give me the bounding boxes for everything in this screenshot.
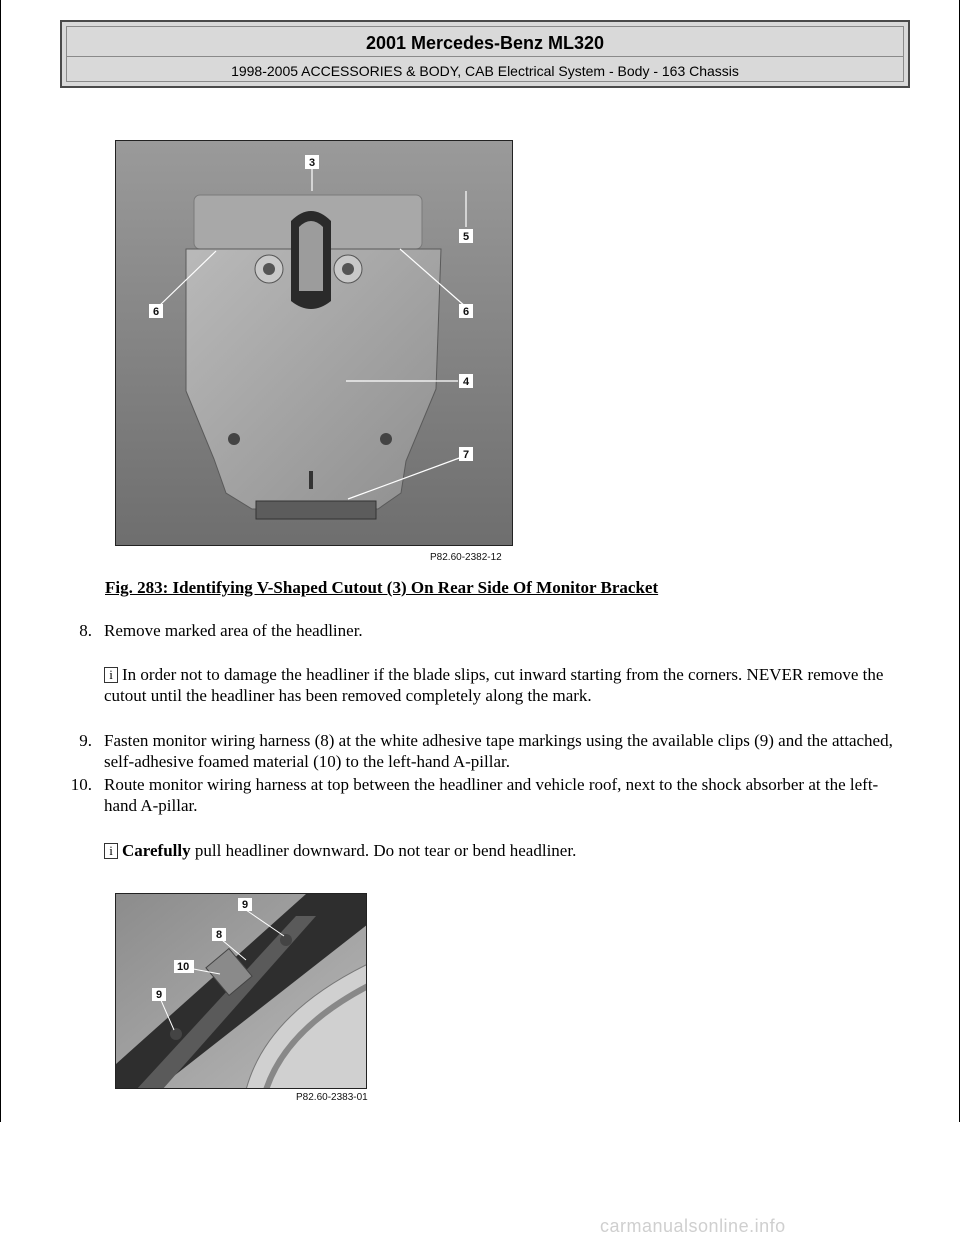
- header-divider: [67, 56, 903, 57]
- callout-6-right: 6: [463, 306, 470, 318]
- note-emphasis: Carefully: [122, 841, 191, 860]
- callout-8: 8: [216, 929, 223, 941]
- note-headliner: [104, 840, 904, 861]
- callout-5: 5: [463, 231, 470, 243]
- callout-3: 3: [309, 157, 316, 169]
- figure-a-pillar: [115, 893, 367, 1089]
- figure1-code: P82.60-2382-12: [430, 552, 502, 563]
- a-pillar-illustration: [116, 894, 367, 1089]
- header-title: 2001 Mercedes-Benz ML320: [365, 33, 605, 53]
- note-text: pull headliner downward. Do not tear or bend headliner.: [190, 841, 577, 860]
- callout-9-top: 9: [242, 899, 249, 911]
- callout-9-bottom: 9: [156, 989, 163, 1001]
- step-number: 10.: [70, 775, 92, 794]
- step-text: Route monitor wiring harness at top between the headliner and vehicle roof, next to the shock absorber at the left-hand A-pillar.: [104, 775, 879, 815]
- figure2-code: P82.60-2383-01: [296, 1092, 368, 1103]
- watermark: carmanualsonline.info: [600, 1216, 786, 1236]
- callout-6-left: 6: [153, 306, 160, 318]
- info-icon: i: [104, 667, 118, 683]
- step-text: Fasten monitor wiring harness (8) at the white adhesive tape markings using the available clips (9) and the attached, self-adhesive foamed material (10) to the left-hand A-pillar.: [104, 731, 893, 771]
- figure-caption: Fig. 283: Identifying V-Shaped Cutout (3) On Rear Side Of Monitor Bracket: [105, 578, 659, 597]
- callout-10: 10: [177, 961, 190, 973]
- figure-monitor-bracket: [115, 140, 513, 546]
- note-cutting: [104, 664, 904, 706]
- callout-7: 7: [463, 449, 470, 461]
- header-frame: [66, 26, 904, 82]
- callout-4: 4: [463, 376, 470, 388]
- header-subtitle: 1998-2005 ACCESSORIES & BODY, CAB Electrical System - Body - 163 Chassis: [231, 63, 739, 79]
- page-header: [60, 20, 910, 88]
- info-icon: i: [104, 843, 118, 859]
- monitor-bracket-illustration: [116, 141, 513, 546]
- step-number: 9.: [79, 731, 92, 750]
- step-text: Remove marked area of the headliner.: [104, 621, 363, 640]
- note-text: In order not to damage the headliner if the blade slips, cut inward starting from the corners. NEVER remove the cutout until the headliner has been removed completely along the mark.: [104, 665, 884, 705]
- step-number: 8.: [79, 621, 92, 640]
